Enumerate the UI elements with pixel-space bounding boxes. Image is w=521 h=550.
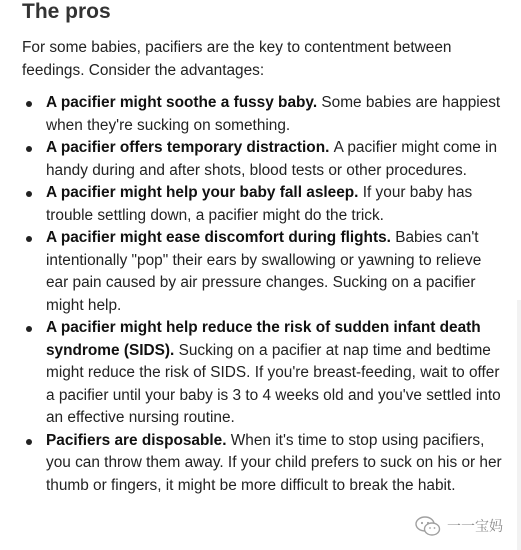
item-lead: A pacifier might soothe a fussy baby. [46, 94, 322, 111]
scrollbar-track[interactable] [517, 300, 521, 550]
list-item [46, 227, 506, 317]
watermark-text: 一一宝妈 [447, 518, 503, 534]
item-lead: A pacifier might ease discomfort during flights. [46, 229, 396, 246]
item-lead: A pacifier might help reduce the risk of sudden infant death syndrome (SIDS). [46, 319, 481, 359]
list-item [46, 92, 506, 137]
item-text: A pacifier might come in handy during and after shots, blood tests or other procedures. [46, 139, 498, 179]
intro-paragraph: For some babies, pacifiers are the key to contentment between feedings. Consider the advantages: [22, 39, 452, 79]
list-item [46, 137, 506, 182]
section-heading: The pros [22, 0, 111, 23]
list-item [46, 430, 506, 498]
watermark [415, 516, 503, 536]
bullet [26, 236, 32, 242]
item-lead: A pacifier offers temporary distraction. [46, 139, 334, 156]
item-text: Sucking on a pacifier at nap time and bedtime might reduce the risk of SIDS. If you're breast-feeding, wait to offer a pacifier until your baby is 3 to 4 weeks old and you've settled into an effective nursing routine. [46, 341, 501, 426]
list-item [46, 317, 506, 430]
bullet [26, 439, 32, 445]
list-item [46, 182, 506, 227]
bullet [26, 101, 32, 107]
bullet [26, 146, 32, 152]
item-text: When it's time to stop using pacifiers, you can throw them away. If your child prefers to suck on his or her thumb or fingers, it might be more difficult to break the habit. [46, 431, 502, 494]
item-lead: A pacifier might help your baby fall asleep. [46, 184, 363, 201]
item-text: Some babies are happiest when they're sucking on something. [46, 94, 501, 134]
item-lead: Pacifiers are disposable. [46, 431, 231, 449]
bullet [26, 326, 32, 332]
item-text: Babies can't intentionally "pop" their ears by swallowing or yawning to relieve ear pain caused by air pressure changes. Sucking on a pacifier might help. [46, 229, 482, 314]
pros-list [46, 92, 506, 497]
wechat-icon [415, 516, 441, 536]
item-text: If your baby has trouble settling down, a pacifier might do the trick. [46, 184, 473, 224]
bullet [26, 191, 32, 197]
